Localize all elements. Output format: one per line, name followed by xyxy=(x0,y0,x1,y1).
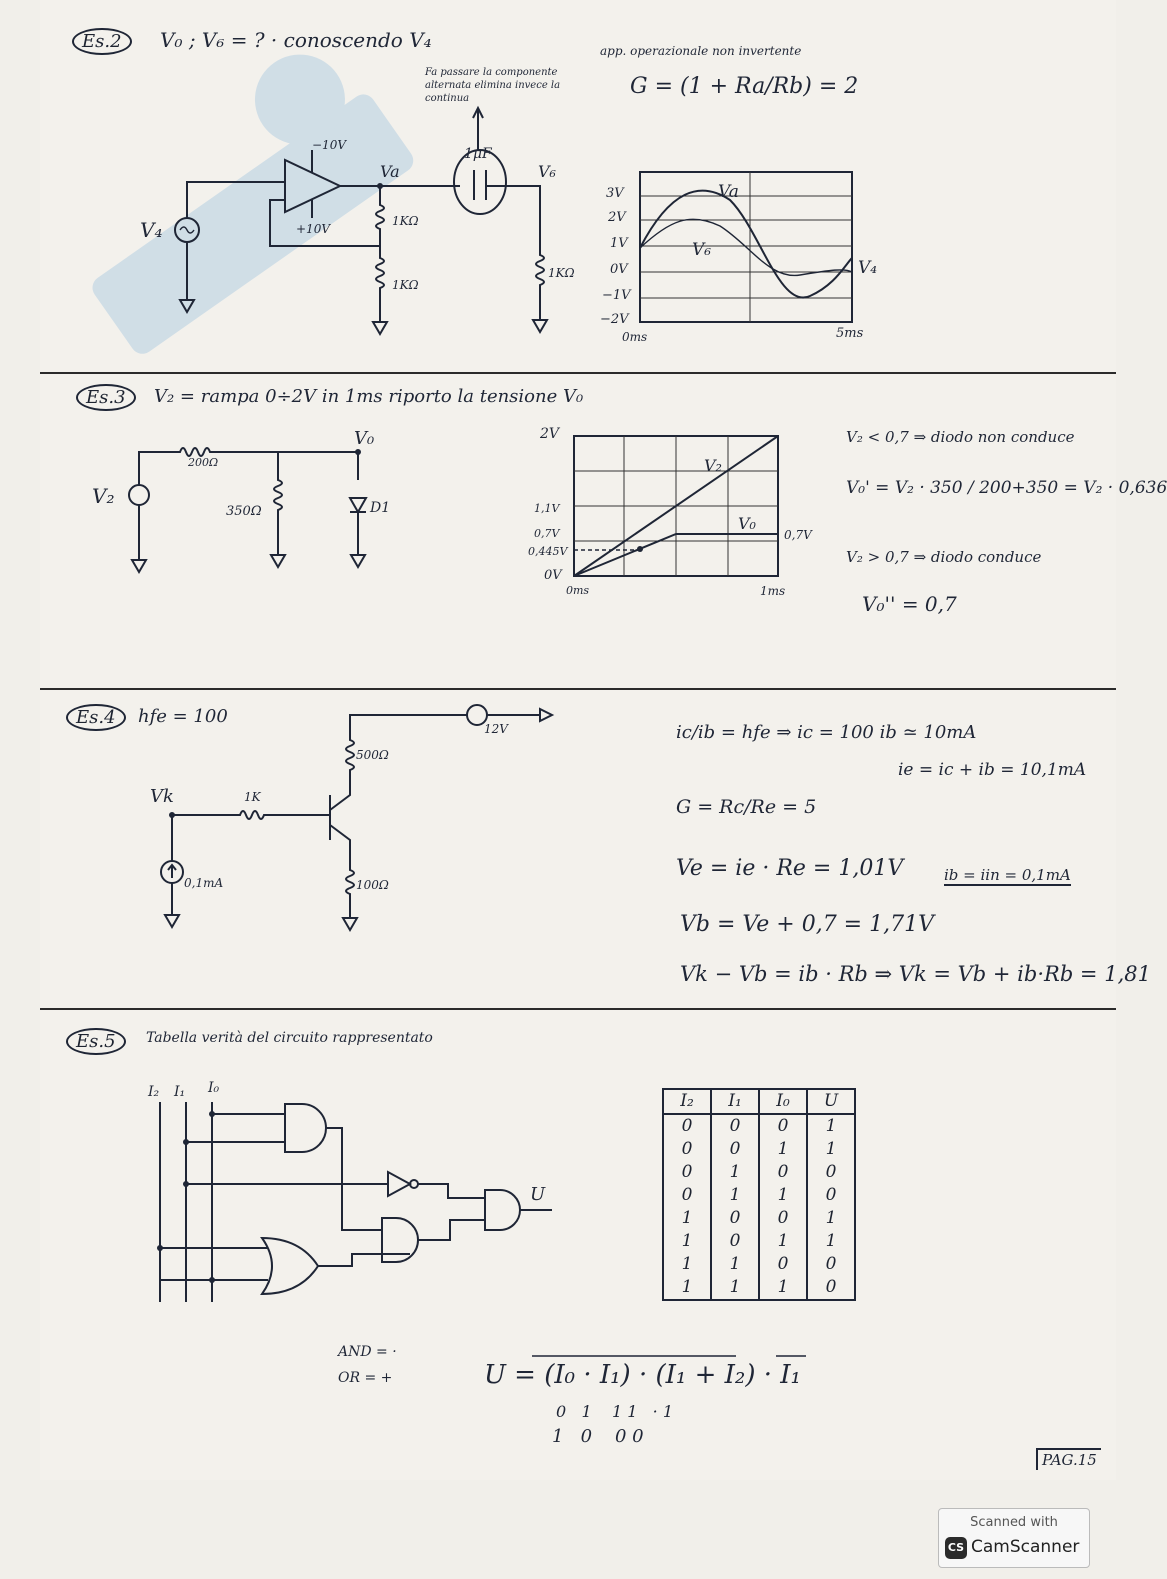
ex3-ytick-2: 1,1V xyxy=(534,502,560,515)
scanner-top-text: Scanned with xyxy=(970,1515,1058,1530)
ex2-ytick-4: 0V xyxy=(610,262,628,277)
bjt-rc-label: 500Ω xyxy=(356,748,389,762)
ex3-curve-vz: V₂ xyxy=(704,456,722,475)
bjt-vk-label: Vk xyxy=(150,786,174,807)
camscanner-badge xyxy=(938,1508,1090,1568)
bjt-re-label: 100Ω xyxy=(356,878,389,892)
logic-input-i0: I₀ xyxy=(208,1080,220,1096)
exercise-4-label: Es.4 xyxy=(66,704,126,731)
va-label: Va xyxy=(380,162,400,181)
ex3-xtick-end: 1ms xyxy=(760,584,786,598)
ex3-xtick-start: 0ms xyxy=(566,584,590,597)
ex3-r1-label: 200Ω xyxy=(188,456,219,469)
ex3-out-label: V₀ xyxy=(354,428,375,449)
ex3-ytick-3: 0,7V xyxy=(534,527,560,540)
ex3-ytick-1: 2V xyxy=(540,426,560,442)
bjt-supply-label: 12V xyxy=(484,722,508,736)
ex2-ytick-2: 2V xyxy=(608,210,626,225)
ex3-source-label: V₂ xyxy=(92,484,115,508)
exercise-2-label: Es.2 xyxy=(72,28,132,55)
logic-output-u: U xyxy=(530,1184,546,1205)
table-row: 1 0 1 1 xyxy=(663,1230,855,1253)
r3-label: 1KΩ xyxy=(548,266,575,280)
ex3-note-4: V₀'' = 0,7 xyxy=(862,592,957,616)
r1-label: 1KΩ xyxy=(392,214,419,228)
formula-eval-row-2: 1 0 0 0 xyxy=(552,1426,644,1447)
ex4-eq-3: G = Rc/Re = 5 xyxy=(676,796,817,818)
logic-formula: U = (I₀ · I₁) · (I₁ + I₂) · I₁ xyxy=(484,1360,801,1390)
pos-supply-label: +10V xyxy=(296,222,330,236)
exercise-2-title: V₀ ; V₆ = ? · conoscendo V₄ xyxy=(160,28,432,52)
table-row: 1 1 0 0 xyxy=(663,1253,855,1276)
ex2-ytick-5: −1V xyxy=(602,288,631,303)
logic-input-i1: I₁ xyxy=(174,1084,186,1100)
page-tag: PAG.15 xyxy=(1036,1448,1101,1470)
ex4-eq-1: ic/ib = hfe ⇒ ic = 100 ib ≃ 10mA xyxy=(676,722,977,743)
th-i2: I₂ xyxy=(663,1089,711,1114)
logic-input-i2: I₂ xyxy=(148,1084,160,1100)
ex2-ytick-6: −2V xyxy=(600,312,629,327)
exercise-5-label: Es.5 xyxy=(66,1028,126,1055)
capacitor-note: Fa passare la componente alternata elimina invece la continua xyxy=(425,67,561,104)
exercise-4-title: hfe = 100 xyxy=(138,706,228,727)
exercise-5-title: Tabella verità del circuito rappresentato xyxy=(146,1030,433,1046)
neg-supply-label: −10V xyxy=(312,138,346,152)
legend-or: OR = + xyxy=(338,1370,393,1386)
ex3-right-mark: 0,7V xyxy=(784,528,812,542)
bjt-rb-label: 1K xyxy=(244,790,261,804)
capacitor-label: 1μF xyxy=(464,146,492,162)
ex3-note-2: V₀' = V₂ · 350 / 200+350 = V₂ · 0,636 xyxy=(846,478,1167,498)
ex3-note-1: V₂ < 0,7 ⇒ diodo non conduce xyxy=(846,428,1075,446)
source-v4-label: V₄ xyxy=(140,218,163,242)
ex2-xtick-end: 5ms xyxy=(836,326,864,341)
legend-and: AND = · xyxy=(338,1344,397,1360)
table-row: 0 0 0 1 xyxy=(663,1114,855,1138)
ex4-eq-7: Vk − Vb = ib · Rb ⇒ Vk = Vb + ib·Rb = 1,81 xyxy=(680,962,1151,986)
table-row: 1 1 1 0 xyxy=(663,1276,855,1300)
curve-v4-label: V₄ xyxy=(858,258,878,278)
ex3-ytick-5: 0V xyxy=(544,568,562,583)
scanner-brand-text: CamScanner xyxy=(971,1537,1080,1557)
vb-label: V₆ xyxy=(538,162,556,181)
ex3-diode-label: D1 xyxy=(370,500,391,516)
camscanner-logo-icon: CS xyxy=(945,1537,967,1559)
table-row: 0 1 0 0 xyxy=(663,1161,855,1184)
curve-vb-label: V₆ xyxy=(692,240,712,260)
table-row: 0 1 1 0 xyxy=(663,1184,855,1207)
th-i1: I₁ xyxy=(711,1089,759,1114)
th-i0: I₀ xyxy=(759,1089,807,1114)
ex2-ytick-3: 1V xyxy=(610,236,628,251)
table-row: 0 0 1 1 xyxy=(663,1138,855,1161)
gain-formula: G = (1 + Ra/Rb) = 2 xyxy=(630,74,859,99)
ex4-eq-2: ie = ic + ib = 10,1mA xyxy=(898,760,1087,780)
ex3-r2-label: 350Ω xyxy=(226,504,262,519)
ex3-note-3: V₂ > 0,7 ⇒ diodo conduce xyxy=(846,548,1042,566)
ex4-eq-5: ib = iin = 0,1mA xyxy=(944,866,1071,884)
exercise-3-label: Es.3 xyxy=(76,384,136,411)
bjt-current-source-label: 0,1mA xyxy=(184,876,224,890)
ex3-ytick-4: 0,445V xyxy=(528,545,568,558)
opamp-approx-note: app. operazionale non invertente xyxy=(600,44,802,58)
ex4-eq-4: Ve = ie · Re = 1,01V xyxy=(676,856,904,881)
curve-va-label: Va xyxy=(718,182,739,202)
ex4-eq-6: Vb = Ve + 0,7 = 1,71V xyxy=(680,912,934,937)
exercise-3-title: V₂ = rampa 0÷2V in 1ms riporto la tensione V₀ xyxy=(154,386,584,407)
table-row: 1 0 0 1 xyxy=(663,1207,855,1230)
ex2-ytick-1: 3V xyxy=(606,186,624,201)
ex2-xtick-start: 0ms xyxy=(622,330,648,344)
r2-label: 1KΩ xyxy=(392,278,419,292)
th-u: U xyxy=(807,1089,855,1114)
formula-eval-row-1: 0 1 1 1 · 1 xyxy=(556,1402,674,1421)
ex3-curve-vo: V₀ xyxy=(738,514,756,533)
